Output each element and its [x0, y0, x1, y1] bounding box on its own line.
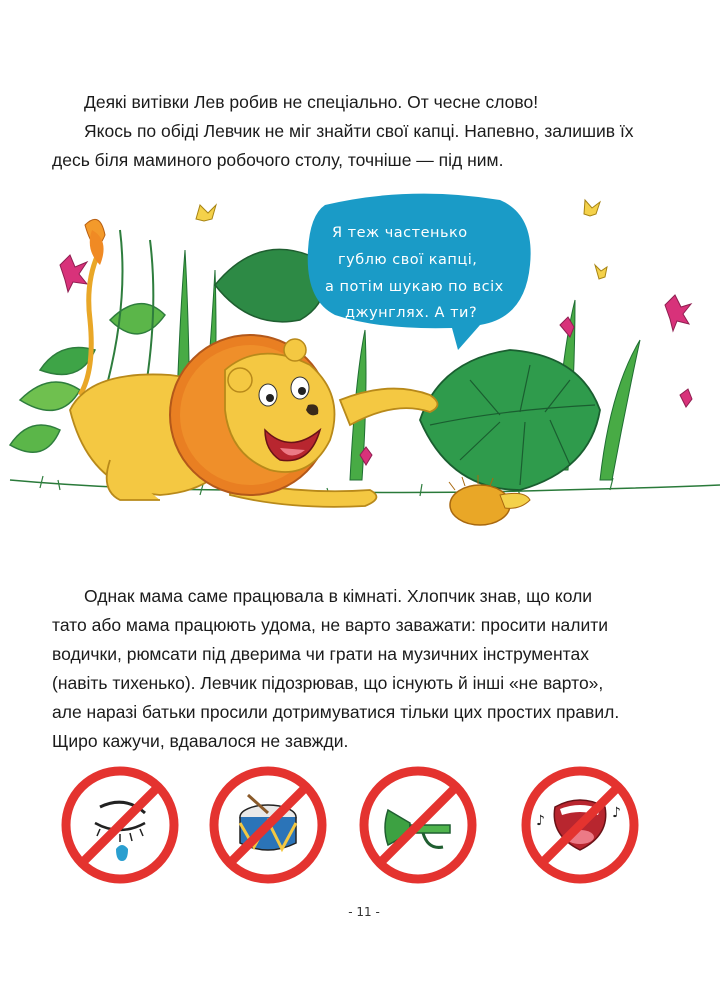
- paragraph-top: [52, 88, 686, 175]
- page-number: - 11 -: [348, 905, 380, 919]
- lion: [70, 335, 438, 507]
- text-line: Однак мама саме працювала в кімнаті. Хлопчик знав, що коли: [84, 586, 593, 606]
- text-line: Деякі витівки Лев робив не спеціально. От чесне слово!: [84, 92, 539, 112]
- svg-text:♪: ♪: [536, 813, 545, 829]
- text-line: Щиро кажучи, вдавалося не завжди.: [52, 731, 349, 751]
- text-line: але наразі батьки просили дотримуватися тільки цих простих правил.: [52, 702, 620, 722]
- no-shouting-sign: [526, 771, 634, 879]
- text-line: Якось по обіді Левчик не міг знайти свої капці. Напевно, залишив їх: [84, 121, 634, 141]
- monstera-leaf: [420, 350, 600, 490]
- text-line: (навіть тихенько). Левчик підозрював, що існують й інші «не варто»,: [52, 673, 604, 693]
- text-line: тато або мама працюють удома, не варто заважати: просити налити: [52, 615, 609, 635]
- prohibition-signs: [0, 765, 728, 895]
- text-line: десь біля маминого робочого столу, точніше — під ним.: [52, 150, 504, 170]
- text-line: водички, рюмсати під дверима чи грати на музичних інструментах: [52, 644, 589, 664]
- speech-bubble: [308, 194, 531, 350]
- no-trumpet-sign: [364, 771, 472, 879]
- bubble-line: джунглях. А ти?: [345, 305, 478, 321]
- paragraph-bottom: [52, 582, 686, 756]
- bubble-line: гублю свої капці,: [338, 252, 478, 268]
- bubble-line: а потім шукаю по всіх: [325, 279, 504, 295]
- bubble-line: Я теж частенько: [332, 225, 468, 241]
- no-drum-sign: [214, 771, 322, 879]
- no-crying-sign: [66, 771, 174, 879]
- svg-text:♪: ♪: [612, 805, 621, 821]
- lion-jungle-illustration: [0, 190, 728, 530]
